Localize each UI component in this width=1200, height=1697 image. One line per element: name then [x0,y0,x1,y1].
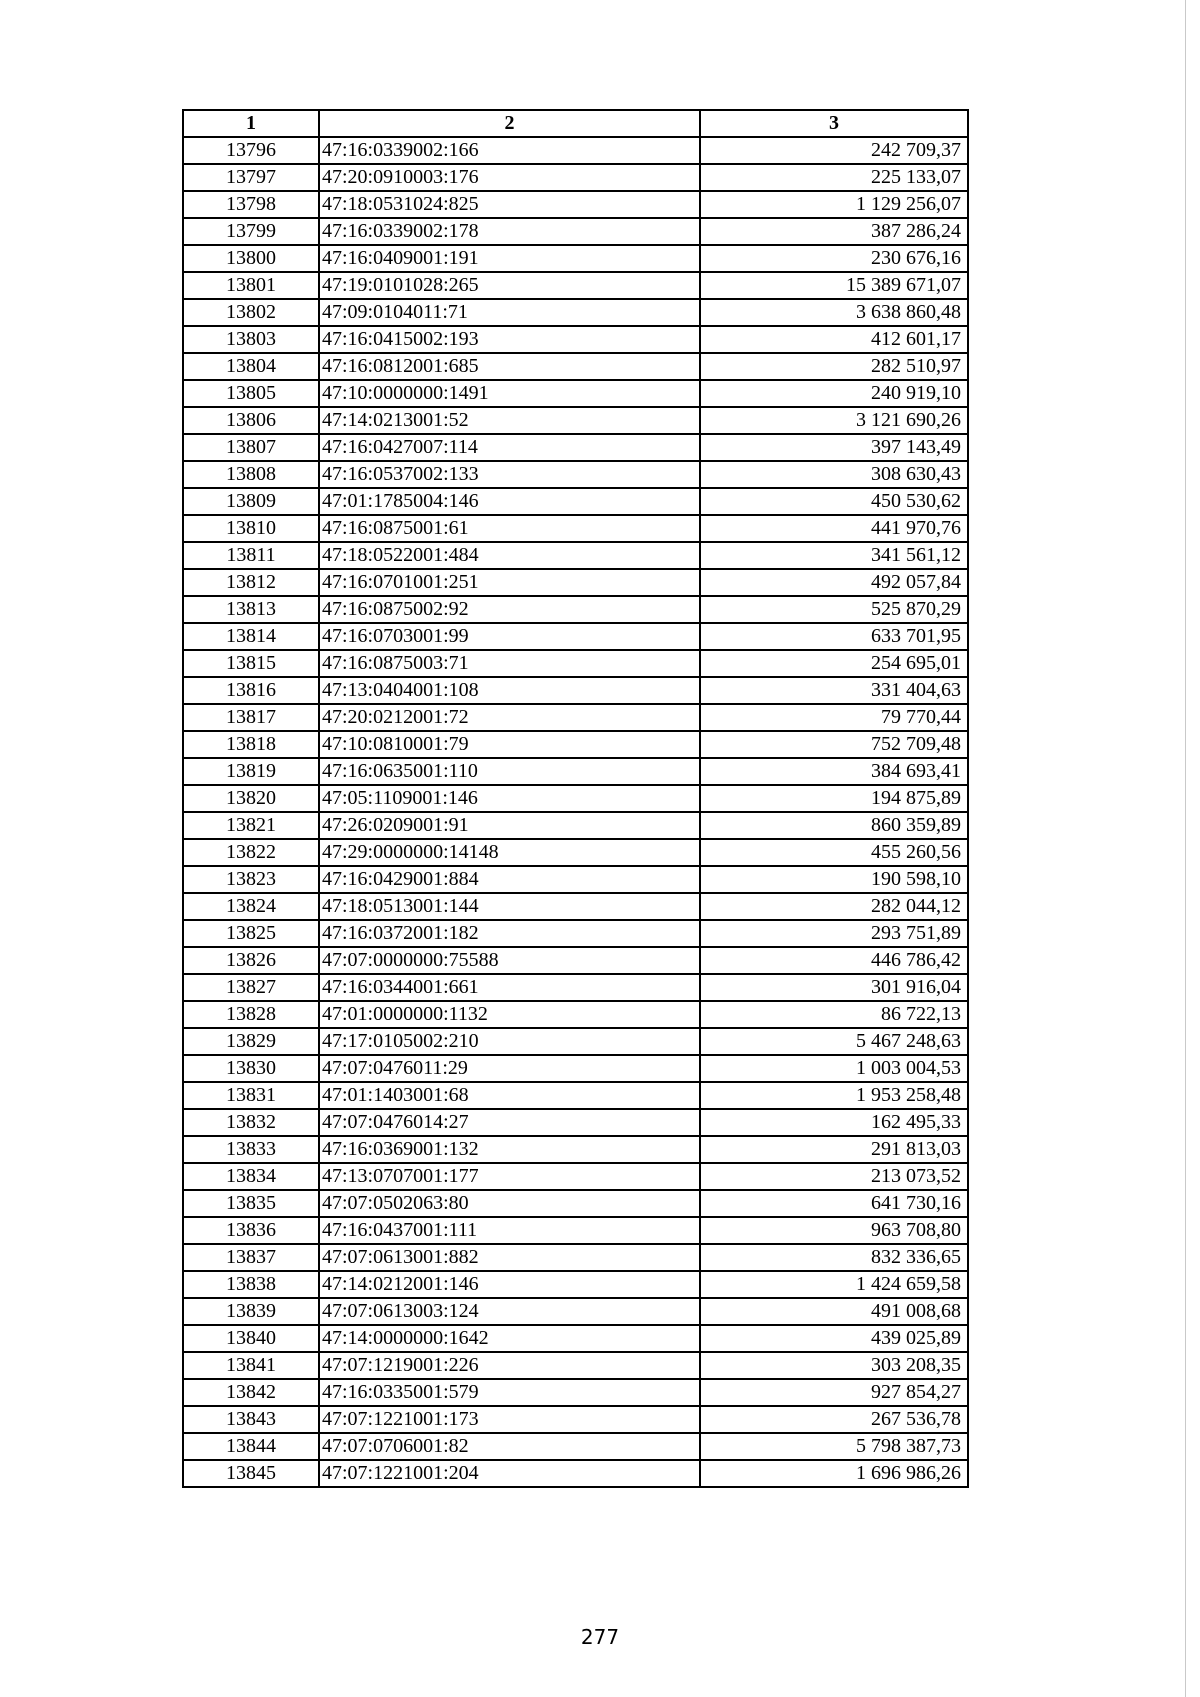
table-row [183,1433,968,1460]
data-table [182,109,969,1488]
value-cell: 1 696 986,26 [700,1460,968,1487]
table-row [183,812,968,839]
cadastral-number-cell: 47:13:0707001:177 [319,1163,700,1190]
value-cell: 3 638 860,48 [700,299,968,326]
cadastral-number-cell: 47:16:0703001:99 [319,623,700,650]
value-cell: 79 770,44 [700,704,968,731]
table-row [183,920,968,947]
value-cell: 633 701,95 [700,623,968,650]
value-cell: 291 813,03 [700,1136,968,1163]
cadastral-number-cell: 47:07:0706001:82 [319,1433,700,1460]
table-row [183,326,968,353]
header-row [183,110,968,137]
table-row [183,1325,968,1352]
value-cell: 525 870,29 [700,596,968,623]
row-number-cell: 13813 [183,596,319,623]
cadastral-number-cell: 47:16:0875003:71 [319,650,700,677]
row-number-cell: 13815 [183,650,319,677]
row-number-cell: 13838 [183,1271,319,1298]
cadastral-number-cell: 47:16:0339002:178 [319,218,700,245]
table-row [183,1136,968,1163]
cadastral-number-cell: 47:16:0437001:111 [319,1217,700,1244]
table-row [183,407,968,434]
row-number-cell: 13824 [183,893,319,920]
cadastral-number-cell: 47:01:0000000:1132 [319,1001,700,1028]
table-row [183,785,968,812]
cadastral-number-cell: 47:16:0875002:92 [319,596,700,623]
row-number-cell: 13844 [183,1433,319,1460]
table-row [183,596,968,623]
row-number-cell: 13803 [183,326,319,353]
row-number-cell: 13812 [183,569,319,596]
value-cell: 331 404,63 [700,677,968,704]
value-cell: 492 057,84 [700,569,968,596]
cadastral-number-cell: 47:07:0613001:882 [319,1244,700,1271]
table-row [183,1028,968,1055]
cadastral-number-cell: 47:16:0415002:193 [319,326,700,353]
table-row [183,1379,968,1406]
row-number-cell: 13831 [183,1082,319,1109]
value-cell: 5 467 248,63 [700,1028,968,1055]
value-cell: 230 676,16 [700,245,968,272]
value-cell: 213 073,52 [700,1163,968,1190]
table-row [183,461,968,488]
table-row [183,974,968,1001]
cadastral-number-cell: 47:14:0213001:52 [319,407,700,434]
row-number-cell: 13827 [183,974,319,1001]
table-body [183,137,968,1487]
value-cell: 412 601,17 [700,326,968,353]
cadastral-number-cell: 47:07:1219001:226 [319,1352,700,1379]
value-cell: 242 709,37 [700,137,968,164]
cadastral-number-cell: 47:16:0369001:132 [319,1136,700,1163]
cadastral-number-cell: 47:14:0000000:1642 [319,1325,700,1352]
row-number-cell: 13800 [183,245,319,272]
value-cell: 282 044,12 [700,893,968,920]
value-cell: 194 875,89 [700,785,968,812]
row-number-cell: 13829 [183,1028,319,1055]
value-cell: 308 630,43 [700,461,968,488]
table-row [183,1001,968,1028]
value-cell: 301 916,04 [700,974,968,1001]
table-row [183,299,968,326]
row-number-cell: 13845 [183,1460,319,1487]
value-cell: 491 008,68 [700,1298,968,1325]
cadastral-number-cell: 47:16:0372001:182 [319,920,700,947]
row-number-cell: 13821 [183,812,319,839]
row-number-cell: 13841 [183,1352,319,1379]
value-cell: 439 025,89 [700,1325,968,1352]
row-number-cell: 13834 [183,1163,319,1190]
table-row [183,218,968,245]
row-number-cell: 13826 [183,947,319,974]
table-row [183,569,968,596]
value-cell: 927 854,27 [700,1379,968,1406]
value-cell: 282 510,97 [700,353,968,380]
cadastral-number-cell: 47:20:0212001:72 [319,704,700,731]
row-number-cell: 13819 [183,758,319,785]
table-row [183,1406,968,1433]
value-cell: 455 260,56 [700,839,968,866]
cadastral-number-cell: 47:09:0104011:71 [319,299,700,326]
cadastral-number-cell: 47:14:0212001:146 [319,1271,700,1298]
value-cell: 384 693,41 [700,758,968,785]
value-cell: 441 970,76 [700,515,968,542]
value-cell: 293 751,89 [700,920,968,947]
column-header-2: 2 [319,110,700,137]
row-number-cell: 13805 [183,380,319,407]
cadastral-number-cell: 47:16:0335001:579 [319,1379,700,1406]
cadastral-number-cell: 47:16:0409001:191 [319,245,700,272]
table-row [183,704,968,731]
table-row [183,1271,968,1298]
table-row [183,839,968,866]
table-row [183,380,968,407]
value-cell: 267 536,78 [700,1406,968,1433]
column-header-3: 3 [700,110,968,137]
table-row [183,866,968,893]
row-number-cell: 13810 [183,515,319,542]
row-number-cell: 13820 [183,785,319,812]
cadastral-number-cell: 47:26:0209001:91 [319,812,700,839]
row-number-cell: 13833 [183,1136,319,1163]
row-number-cell: 13816 [183,677,319,704]
table-row [183,1109,968,1136]
table-row [183,542,968,569]
table-row [183,1298,968,1325]
row-number-cell: 13814 [183,623,319,650]
row-number-cell: 13843 [183,1406,319,1433]
cadastral-number-cell: 47:05:1109001:146 [319,785,700,812]
value-cell: 1 953 258,48 [700,1082,968,1109]
cadastral-number-cell: 47:18:0522001:484 [319,542,700,569]
row-number-cell: 13842 [183,1379,319,1406]
table-row [183,434,968,461]
value-cell: 963 708,80 [700,1217,968,1244]
value-cell: 752 709,48 [700,731,968,758]
row-number-cell: 13832 [183,1109,319,1136]
row-number-cell: 13839 [183,1298,319,1325]
table-row [183,1244,968,1271]
row-number-cell: 13817 [183,704,319,731]
table-row [183,515,968,542]
table-row [183,1163,968,1190]
value-cell: 190 598,10 [700,866,968,893]
table-row [183,191,968,218]
cadastral-number-cell: 47:20:0910003:176 [319,164,700,191]
row-number-cell: 13799 [183,218,319,245]
cadastral-number-cell: 47:01:1785004:146 [319,488,700,515]
table-row [183,731,968,758]
value-cell: 341 561,12 [700,542,968,569]
table-row [183,245,968,272]
value-cell: 162 495,33 [700,1109,968,1136]
value-cell: 450 530,62 [700,488,968,515]
column-header-1: 1 [183,110,319,137]
page-number: 277 [580,1625,620,1649]
table-row [183,488,968,515]
table-row [183,1055,968,1082]
value-cell: 1 424 659,58 [700,1271,968,1298]
cadastral-number-cell: 47:18:0531024:825 [319,191,700,218]
cadastral-number-cell: 47:16:0875001:61 [319,515,700,542]
row-number-cell: 13797 [183,164,319,191]
cadastral-number-cell: 47:10:0000000:1491 [319,380,700,407]
table-row [183,758,968,785]
row-number-cell: 13825 [183,920,319,947]
cadastral-number-cell: 47:18:0513001:144 [319,893,700,920]
row-number-cell: 13804 [183,353,319,380]
value-cell: 5 798 387,73 [700,1433,968,1460]
cadastral-number-cell: 47:29:0000000:14148 [319,839,700,866]
cadastral-number-cell: 47:13:0404001:108 [319,677,700,704]
cadastral-number-cell: 47:16:0344001:661 [319,974,700,1001]
cadastral-number-cell: 47:07:0502063:80 [319,1190,700,1217]
cadastral-number-cell: 47:17:0105002:210 [319,1028,700,1055]
cadastral-number-cell: 47:16:0537002:133 [319,461,700,488]
value-cell: 303 208,35 [700,1352,968,1379]
value-cell: 446 786,42 [700,947,968,974]
cadastral-number-cell: 47:07:0613003:124 [319,1298,700,1325]
value-cell: 225 133,07 [700,164,968,191]
table-row [183,677,968,704]
row-number-cell: 13809 [183,488,319,515]
row-number-cell: 13798 [183,191,319,218]
table-row [183,1460,968,1487]
table-row [183,353,968,380]
row-number-cell: 13801 [183,272,319,299]
row-number-cell: 13818 [183,731,319,758]
row-number-cell: 13807 [183,434,319,461]
cadastral-number-cell: 47:10:0810001:79 [319,731,700,758]
cadastral-number-cell: 47:07:0000000:75588 [319,947,700,974]
cadastral-number-cell: 47:16:0635001:110 [319,758,700,785]
cadastral-number-cell: 47:07:1221001:204 [319,1460,700,1487]
row-number-cell: 13837 [183,1244,319,1271]
row-number-cell: 13823 [183,866,319,893]
value-cell: 240 919,10 [700,380,968,407]
value-cell: 1 003 004,53 [700,1055,968,1082]
value-cell: 832 336,65 [700,1244,968,1271]
row-number-cell: 13811 [183,542,319,569]
table-row [183,164,968,191]
page-edge [1185,0,1200,1697]
value-cell: 641 730,16 [700,1190,968,1217]
cadastral-number-cell: 47:07:0476011:29 [319,1055,700,1082]
cadastral-number-cell: 47:07:0476014:27 [319,1109,700,1136]
table-header [183,110,968,137]
row-number-cell: 13822 [183,839,319,866]
row-number-cell: 13836 [183,1217,319,1244]
cadastral-number-cell: 47:01:1403001:68 [319,1082,700,1109]
cadastral-number-cell: 47:16:0429001:884 [319,866,700,893]
table-row [183,893,968,920]
value-cell: 1 129 256,07 [700,191,968,218]
row-number-cell: 13835 [183,1190,319,1217]
row-number-cell: 13802 [183,299,319,326]
table-row [183,1217,968,1244]
table-row [183,1190,968,1217]
row-number-cell: 13828 [183,1001,319,1028]
value-cell: 254 695,01 [700,650,968,677]
value-cell: 860 359,89 [700,812,968,839]
value-cell: 3 121 690,26 [700,407,968,434]
table-row [183,1352,968,1379]
cadastral-number-cell: 47:19:0101028:265 [319,272,700,299]
table-row [183,1082,968,1109]
cadastral-number-cell: 47:16:0701001:251 [319,569,700,596]
value-cell: 387 286,24 [700,218,968,245]
table-row [183,947,968,974]
row-number-cell: 13830 [183,1055,319,1082]
cadastral-number-cell: 47:07:1221001:173 [319,1406,700,1433]
value-cell: 86 722,13 [700,1001,968,1028]
cadastral-number-cell: 47:16:0427007:114 [319,434,700,461]
table-row [183,650,968,677]
cadastral-number-cell: 47:16:0339002:166 [319,137,700,164]
table-row [183,623,968,650]
row-number-cell: 13808 [183,461,319,488]
row-number-cell: 13840 [183,1325,319,1352]
row-number-cell: 13796 [183,137,319,164]
value-cell: 397 143,49 [700,434,968,461]
table-row [183,137,968,164]
row-number-cell: 13806 [183,407,319,434]
table-row [183,272,968,299]
value-cell: 15 389 671,07 [700,272,968,299]
cadastral-number-cell: 47:16:0812001:685 [319,353,700,380]
